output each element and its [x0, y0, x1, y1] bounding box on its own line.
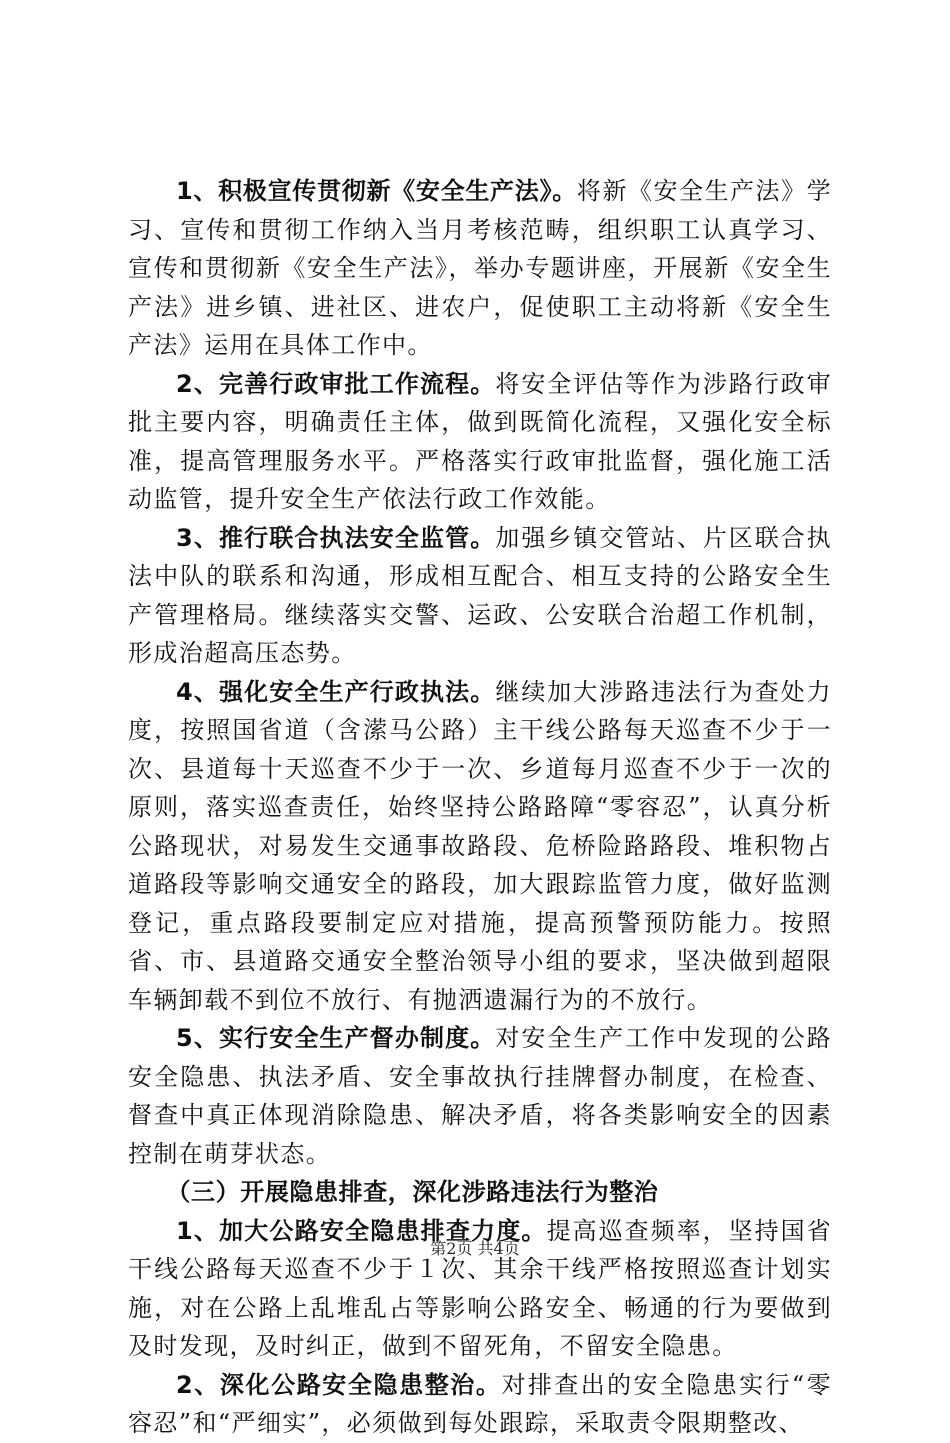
paragraph-body: 继续加大涉路违法行为查处力度，按照国省道（含潆马公路）主干线公路每天巡查不少于一次、县道每十天巡查不少于一次、乡道每月巡查不少于一次的原则，落实巡查责任，始终坚持公路路障“零容忍”，认真分析公路现状，对易发生交通事故路段、危桥险路路段、堆积物占道路段等影响交通安全的路段，加大跟踪监管力度，做好监测登记，重点路段要制定应对措施，提高预警预防能力。按照省、市、县道路交通安全整治领导小组的要求，坚决做到超限车辆卸载不到位不放行、有抛洒遗漏行为的不放行。 — [128, 677, 833, 1014]
paragraph-body: 提高巡查频率，坚持国省干线公路每天巡查不少于１次、其余干线严格按照巡查计划实施，对在公路上乱堆乱占等影响公路安全、畅通的行为要做到及时发现，及时纠正，做到不留死角，不留安全隐患。 — [128, 1216, 832, 1360]
paragraph-lead: 4、强化安全生产行政执法。 — [176, 677, 496, 706]
paragraph-2 — [128, 365, 832, 519]
paragraph-4 — [128, 673, 832, 1020]
paragraph-5 — [128, 1019, 832, 1173]
paragraph-lead: 3、推行联合执法安全监管。 — [176, 523, 496, 552]
paragraph-3 — [128, 519, 832, 673]
paragraph-body: 将安全评估等作为涉路行政审批主要内容，明确责任主体，做到既简化流程，又强化安全标准，提高管理服务水平。严格落实行政审批监督，强化施工活动监管，提升安全生产依法行政工作效能。 — [128, 369, 833, 513]
paragraph-lead: 1、积极宣传贯彻新《安全生产法》。 — [176, 177, 577, 205]
paragraph-body: 对安全生产工作中发现的公路安全隐患、执法矛盾、安全事故执行挂牌督办制度，在检查、督查中真正体现消除隐患、解决矛盾，将各类影响安全的因素控制在萌芽状态。 — [128, 1024, 833, 1168]
paragraph-lead: 5、实行安全生产督办制度。 — [176, 1024, 496, 1052]
paragraph-body: 对排查出的安全隐患实行“零容忍”和“严细实”，必须做到每处跟踪，采取责令限期整改、 — [128, 1370, 832, 1437]
paragraph-body: 将新《安全生产法》学习、宣传和贯彻工作纳入当月考核范畴，组织职工认真学习、宣传和贯彻新《安全生产法》，举办专题讲座，开展新《安全生产法》进乡镇、进社区、进农户，促使职工主动将新《安全生产法》运用在具体工作中。 — [128, 177, 832, 359]
paragraph-body: 加强乡镇交管站、片区联合执法中队的联系和沟通，形成相互配合、相互支持的公路安全生产管理格局。继续落实交警、运政、公安联合治超工作机制，形成治超高压态势。 — [128, 523, 833, 667]
page-footer: 第2页 共4页 — [430, 1239, 520, 1258]
paragraph-lead: 2、完善行政审批工作流程。 — [176, 369, 496, 398]
paragraph-7 — [128, 1366, 832, 1443]
paragraph-1 — [128, 172, 832, 365]
section-heading: （三）开展隐患排查，深化涉路违法行为整治 — [166, 1178, 659, 1206]
paragraph-6 — [128, 1212, 832, 1366]
paragraph-lead: 1、加大公路安全隐患排查力度。 — [176, 1216, 547, 1245]
paragraph-lead: 2、深化公路安全隐患整治。 — [176, 1370, 502, 1399]
